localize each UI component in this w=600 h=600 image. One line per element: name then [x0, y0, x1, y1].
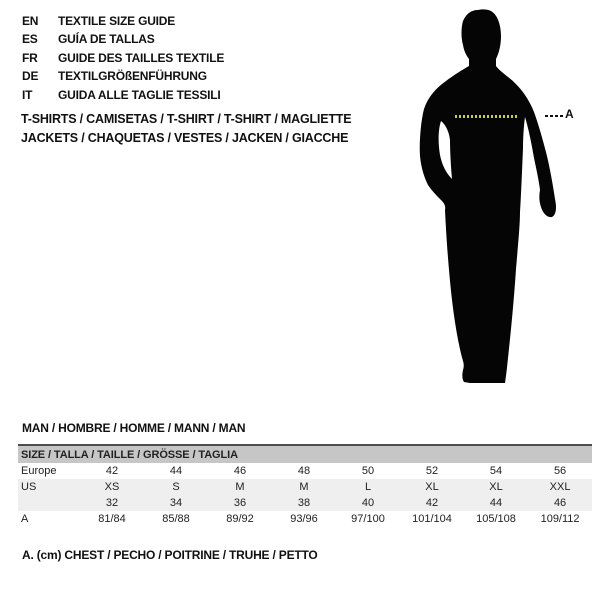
size-cell: 44: [169, 465, 183, 477]
size-cell: 109/112: [540, 513, 580, 525]
product-line-jackets: JACKETS / CHAQUETAS / VESTES / JACKEN / GIACCHE: [21, 130, 349, 145]
chest-measure-dash-line-outer: [545, 115, 564, 117]
size-cell: M: [299, 481, 309, 493]
size-cell: 89/92: [226, 513, 254, 525]
size-cell: M: [235, 481, 245, 493]
language-row-it: [22, 86, 224, 104]
size-cell: L: [364, 481, 372, 493]
language-title: GUIDA ALLE TAGLIE TESSILI: [58, 87, 221, 102]
size-cell: 32: [105, 497, 119, 509]
size-cell: 42: [425, 497, 439, 509]
section-title-man: MAN / HOMBRE / HOMME / MANN / MAN: [22, 421, 246, 435]
size-cell: XXL: [549, 481, 571, 493]
size-cell: 93/96: [290, 513, 318, 525]
size-cell: 81/84: [98, 513, 126, 525]
size-cell: 44: [489, 497, 503, 509]
size-cell: 101/104: [412, 513, 452, 525]
size-cell: XL: [425, 481, 439, 493]
size-cell: 36: [233, 497, 247, 509]
table-row-a: [18, 511, 592, 527]
measure-a-label: A: [565, 107, 574, 121]
footnote-chest: A. (cm) CHEST / PECHO / POITRINE / TRUHE / PETTO: [22, 548, 318, 562]
product-line-tshirts: T-SHIRTS / CAMISETAS / T-SHIRT / T-SHIRT / MAGLIETTE: [21, 112, 352, 126]
table-header-row: [18, 445, 592, 463]
language-code: DE: [22, 69, 39, 84]
size-cell: 52: [425, 465, 439, 477]
man-silhouette-figure: [410, 0, 600, 400]
language-title: TEXTILE SIZE GUIDE: [58, 14, 176, 28]
size-cell: 105/108: [476, 513, 516, 525]
chest-measure-dash-line-inner: [455, 115, 517, 118]
table-row-us: [18, 479, 592, 495]
size-cell: 97/100: [351, 513, 385, 525]
row-label: [18, 495, 80, 511]
size-cell: S: [172, 481, 180, 493]
size-cell: 54: [489, 465, 503, 477]
language-title: GUIDE DES TAILLES TEXTILE: [58, 50, 225, 65]
size-cell: 56: [553, 465, 567, 477]
size-cell: 85/88: [162, 513, 190, 525]
language-title-list: [22, 12, 224, 104]
language-row-en: [22, 12, 224, 30]
size-table-grid: [18, 444, 592, 527]
row-label: US: [21, 481, 37, 493]
language-code: EN: [22, 14, 39, 28]
row-label: Europe: [21, 465, 57, 477]
size-cell: 40: [361, 497, 375, 509]
language-row-de: [22, 67, 224, 85]
language-title: TEXTILGRÖßENFÜHRUNG: [58, 69, 207, 84]
language-code: IT: [22, 87, 33, 102]
size-cell: 34: [169, 497, 183, 509]
size-cell: 42: [105, 465, 119, 477]
language-code: ES: [22, 32, 38, 47]
man-silhouette-body: [420, 9, 556, 383]
size-cell: XS: [104, 481, 120, 493]
table-row-us-numeric: [18, 495, 592, 511]
size-cell: 38: [297, 497, 311, 509]
size-cell: 50: [361, 465, 375, 477]
language-title: GUÍA DE TALLAS: [58, 32, 155, 47]
table-row-europe: [18, 463, 592, 479]
language-row-es: [22, 30, 224, 48]
row-label: A: [21, 513, 29, 525]
size-cell: XL: [489, 481, 503, 493]
language-code: FR: [22, 50, 38, 65]
size-table: [18, 444, 592, 527]
size-cell: 48: [297, 465, 311, 477]
product-category-lines: [21, 110, 351, 147]
table-header-label: SIZE / TALLA / TAILLE / GRÖSSE / TAGLIA: [18, 445, 592, 463]
size-cell: 46: [553, 497, 567, 509]
language-row-fr: [22, 49, 224, 67]
size-cell: 46: [233, 465, 247, 477]
